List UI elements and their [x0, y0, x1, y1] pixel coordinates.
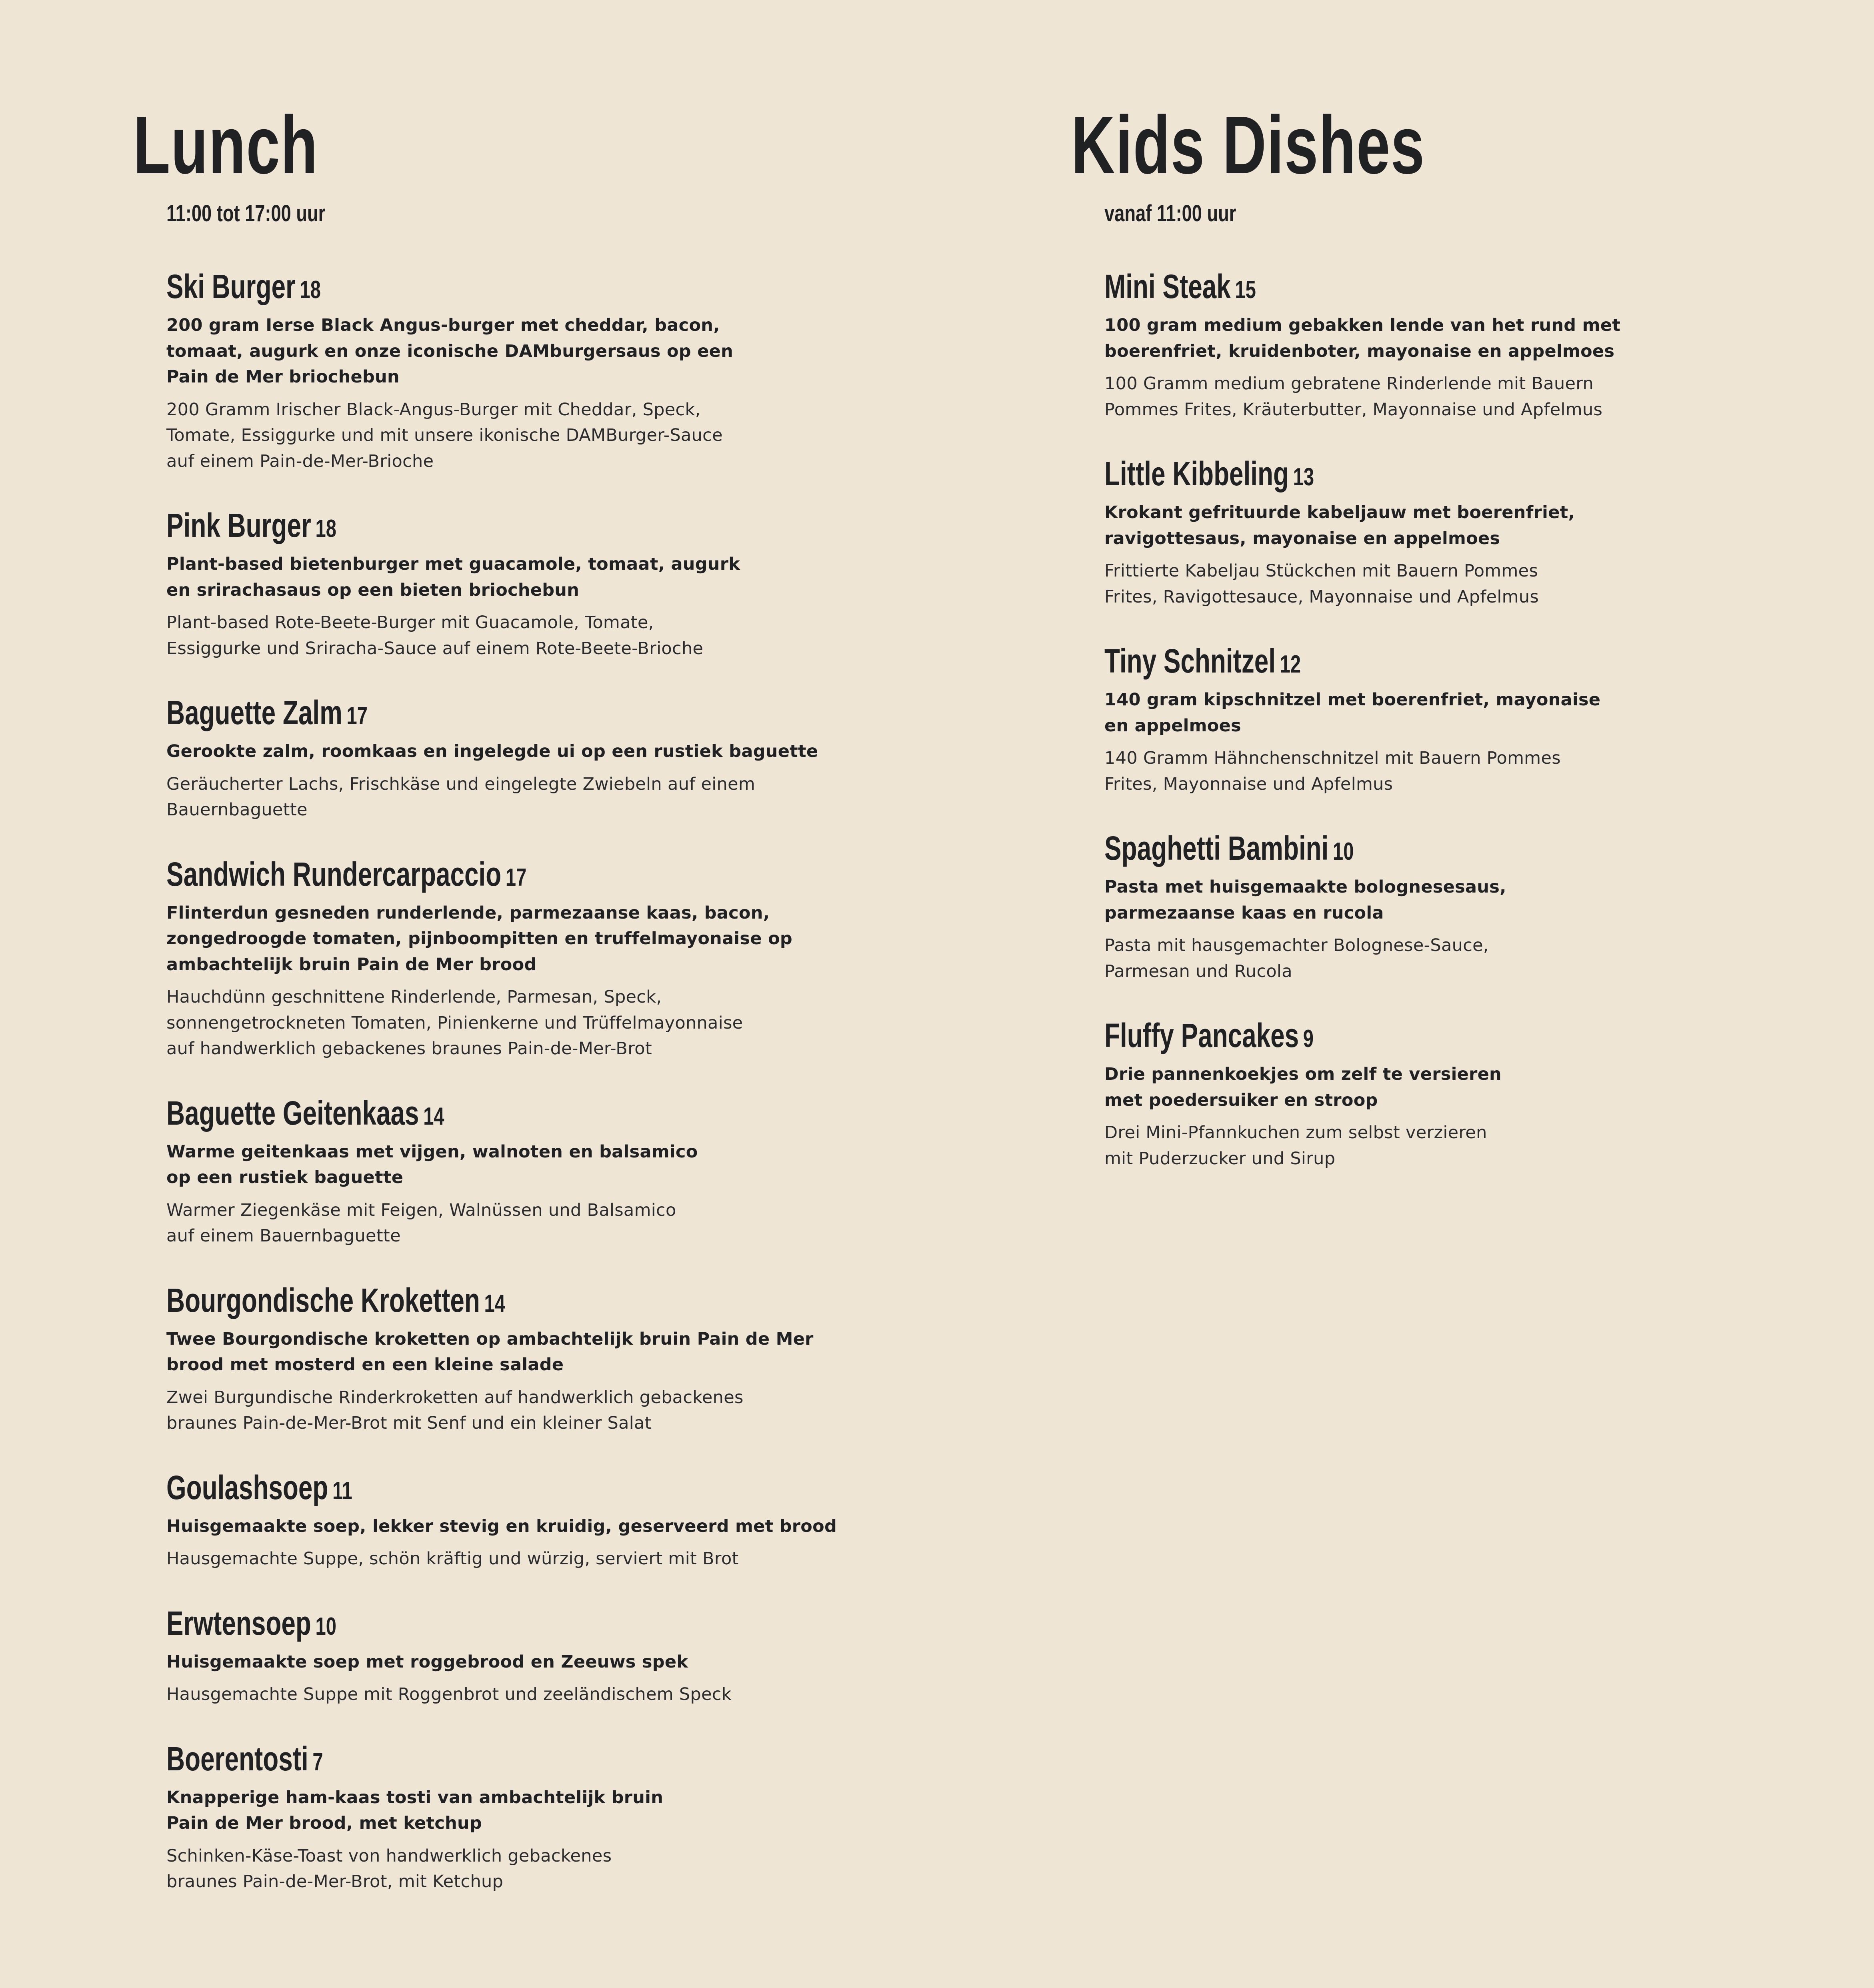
menu-item-description-de: Hausgemachte Suppe mit Roggenbrot und zeeländischem Speck — [166, 1684, 732, 1704]
menu-item-title — [166, 693, 755, 735]
menu-item-name: Mini Steak — [1104, 268, 1231, 305]
menu-item-title — [166, 1740, 755, 1782]
menu-item-price: 7 — [312, 1748, 323, 1776]
menu-item-description-de: 100 Gramm medium gebratene Rinderlende mit Bauern Pommes Frites, Kräuterbutter, Mayonnaise und Apfelmus — [1104, 374, 1603, 420]
menu-item-title — [1104, 642, 1657, 684]
menu-item — [166, 1281, 941, 1436]
menu-item — [166, 1468, 941, 1572]
menu-item-description-nl: Warme geitenkaas met vijgen, walnoten en balsamico op een rustiek baguette — [166, 1141, 698, 1187]
menu-item-description-nl: Drie pannenkoekjes om zelf te versieren met poedersuiker en stroop — [1104, 1064, 1502, 1110]
menu-item-price: 14 — [484, 1289, 505, 1317]
menu-item — [1104, 1016, 1831, 1171]
lunch-section — [133, 99, 941, 1927]
menu-item-description-nl: Twee Bourgondische kroketten op ambachtelijk bruin Pain de Mer brood met mosterd en een kleine salade — [166, 1329, 814, 1375]
menu-item — [166, 1094, 941, 1249]
menu-item-name: Sandwich Rundercarpaccio — [166, 855, 502, 893]
menu-item-description-de: Geräucherter Lachs, Frischkäse und eingelegte Zwiebeln auf einem Bauernbaguette — [166, 774, 756, 820]
menu-item-description-de: Warmer Ziegenkäse mit Feigen, Walnüssen und Balsamico auf einem Bauernbaguette — [166, 1200, 676, 1246]
menu-item-description-nl: Plant-based bietenburger met guacamole, tomaat, augurk en srirachasaus op een bieten briochebun — [166, 554, 740, 600]
menu-item-description-de: 140 Gramm Hähnchenschnitzel mit Bauern Pommes Frites, Mayonnaise und Apfelmus — [1104, 748, 1561, 794]
menu-item-description-de: Zwei Burgundische Rinderkroketten auf handwerklich gebackenes braunes Pain-de-Mer-Brot mit Senf und ein kleiner Salat — [166, 1387, 744, 1433]
kids-items — [1104, 267, 1831, 1171]
menu-item-title — [166, 267, 755, 309]
menu-item-description-nl: 200 gram Ierse Black Angus-burger met cheddar, bacon, tomaat, augurk en onze iconische DAMburgersaus op een Pain de Mer briochebun — [166, 315, 734, 387]
menu-item-title — [166, 1094, 755, 1136]
menu-item-description-de: Hausgemachte Suppe, schön kräftig und würzig, serviert mit Brot — [166, 1549, 739, 1569]
menu-item — [166, 855, 941, 1062]
menu-item — [166, 267, 941, 474]
menu-item — [166, 506, 941, 661]
menu-item-title — [1104, 454, 1657, 496]
menu-item-name: Baguette Zalm — [166, 694, 342, 731]
menu-item-price: 11 — [332, 1477, 352, 1505]
menu-item-description-de: Drei Mini-Pfannkuchen zum selbst verzieren mit Puderzucker und Sirup — [1104, 1123, 1487, 1169]
menu-item-price: 14 — [423, 1102, 444, 1130]
menu-item — [1104, 267, 1831, 422]
menu-item-name: Baguette Geitenkaas — [166, 1094, 419, 1132]
menu-item — [1104, 642, 1831, 797]
menu-item-description-nl: Gerookte zalm, roomkaas en ingelegde ui op een rustiek baguette — [166, 741, 818, 761]
menu-item-price: 13 — [1293, 463, 1314, 491]
menu-item-price: 10 — [315, 1612, 336, 1640]
menu-item-description-nl: 100 gram medium gebakken lende van het rund met boerenfriet, kruidenboter, mayonaise en appelmoes — [1104, 315, 1621, 361]
menu-item-description-de: Plant-based Rote-Beete-Burger mit Guacamole, Tomate, Essiggurke und Sriracha-Sauce auf einem Rote-Beete-Brioche — [166, 613, 704, 659]
menu-item-title — [1104, 267, 1657, 309]
menu-item-description-nl: Krokant gefrituurde kabeljauw met boerenfriet, ravigottesaus, mayonaise en appelmoes — [1104, 503, 1575, 549]
menu-item-price: 17 — [346, 702, 368, 730]
menu-item — [1104, 454, 1831, 610]
menu-item — [166, 693, 941, 823]
menu-item-name: Ski Burger — [166, 268, 296, 305]
menu-item-description-nl: 140 gram kipschnitzel met boerenfriet, mayonaise en appelmoes — [1104, 690, 1601, 736]
kids-title: Kids Dishes — [1071, 99, 1425, 191]
menu-item-price: 18 — [300, 276, 321, 304]
menu-item-price: 18 — [315, 515, 336, 543]
menu-item-description-nl: Flinterdun gesneden runderlende, parmezaanse kaas, bacon, zongedroogde tomaten, pijnboompitten en truffelmayonaise op ambachtelijk bruin Pain de Mer brood — [166, 903, 792, 975]
menu-item-name: Pink Burger — [166, 507, 311, 544]
menu-item-title — [166, 1468, 755, 1510]
menu-item-name: Spaghetti Bambini — [1104, 829, 1329, 867]
menu-item-price: 12 — [1280, 651, 1301, 678]
menu-item-name: Bourgondische Kroketten — [166, 1281, 480, 1319]
menu-item-title — [166, 1281, 755, 1323]
menu-item-name: Goulashsoep — [166, 1468, 328, 1506]
menu-item-title — [1104, 829, 1657, 871]
menu-item-description-de: Schinken-Käse-Toast von handwerklich gebackenes braunes Pain-de-Mer-Brot, mit Ketchup — [166, 1846, 612, 1892]
menu-item-description-de: Hauchdünn geschnittene Rinderlende, Parmesan, Speck, sonnengetrockneten Tomaten, Pinienkerne und Trüffelmayonnaise auf handwerklich gebackenes braunes Pain-de-Mer-Brot — [166, 987, 743, 1059]
kids-section — [1071, 99, 1831, 1203]
menu-item-price: 15 — [1235, 276, 1256, 304]
menu-item — [166, 1604, 941, 1708]
lunch-title: Lunch — [133, 99, 318, 191]
menu-item-title — [166, 506, 755, 548]
lunch-hours: 11:00 tot 17:00 uur — [166, 200, 326, 226]
menu-item-title — [1104, 1016, 1657, 1058]
menu-item-description-de: Pasta mit hausgemachter Bolognese-Sauce, Parmesan und Rucola — [1104, 935, 1489, 981]
lunch-items — [166, 267, 941, 1895]
menu-item-title — [166, 1604, 755, 1646]
menu-item-name: Tiny Schnitzel — [1104, 642, 1276, 680]
menu-item — [1104, 829, 1831, 984]
menu-item — [166, 1740, 941, 1895]
menu-item-description-nl: Pasta met huisgemaakte bolognesesaus, parmezaanse kaas en rucola — [1104, 877, 1506, 923]
menu-item-name: Fluffy Pancakes — [1104, 1017, 1299, 1054]
menu-item-name: Erwtensoep — [166, 1604, 311, 1642]
menu-item-description-nl: Huisgemaakte soep met roggebrood en Zeeuws spek — [166, 1652, 688, 1672]
menu-item-price: 10 — [1333, 838, 1354, 865]
menu-item-description-nl: Knapperige ham-kaas tosti van ambachtelijk bruin Pain de Mer brood, met ketchup — [166, 1787, 664, 1833]
kids-hours: vanaf 11:00 uur — [1104, 200, 1236, 226]
menu-item-description-de: Frittierte Kabeljau Stückchen mit Bauern Pommes Frites, Ravigottesauce, Mayonnaise und Apfelmus — [1104, 561, 1539, 607]
menu-item-name: Little Kibbeling — [1104, 455, 1289, 492]
menu-item-price: 9 — [1303, 1025, 1314, 1053]
menu-item-description-nl: Huisgemaakte soep, lekker stevig en kruidig, geserveerd met brood — [166, 1516, 837, 1536]
menu-item-name: Boerentosti — [166, 1740, 308, 1778]
menu-item-description-de: 200 Gramm Irischer Black-Angus-Burger mit Cheddar, Speck, Tomate, Essiggurke und mit unsere ikonische DAMBurger-Sauce auf einem Pain-de-Mer-Brioche — [166, 399, 723, 471]
menu-item-title — [166, 855, 755, 897]
menu-item-price: 17 — [505, 863, 527, 891]
